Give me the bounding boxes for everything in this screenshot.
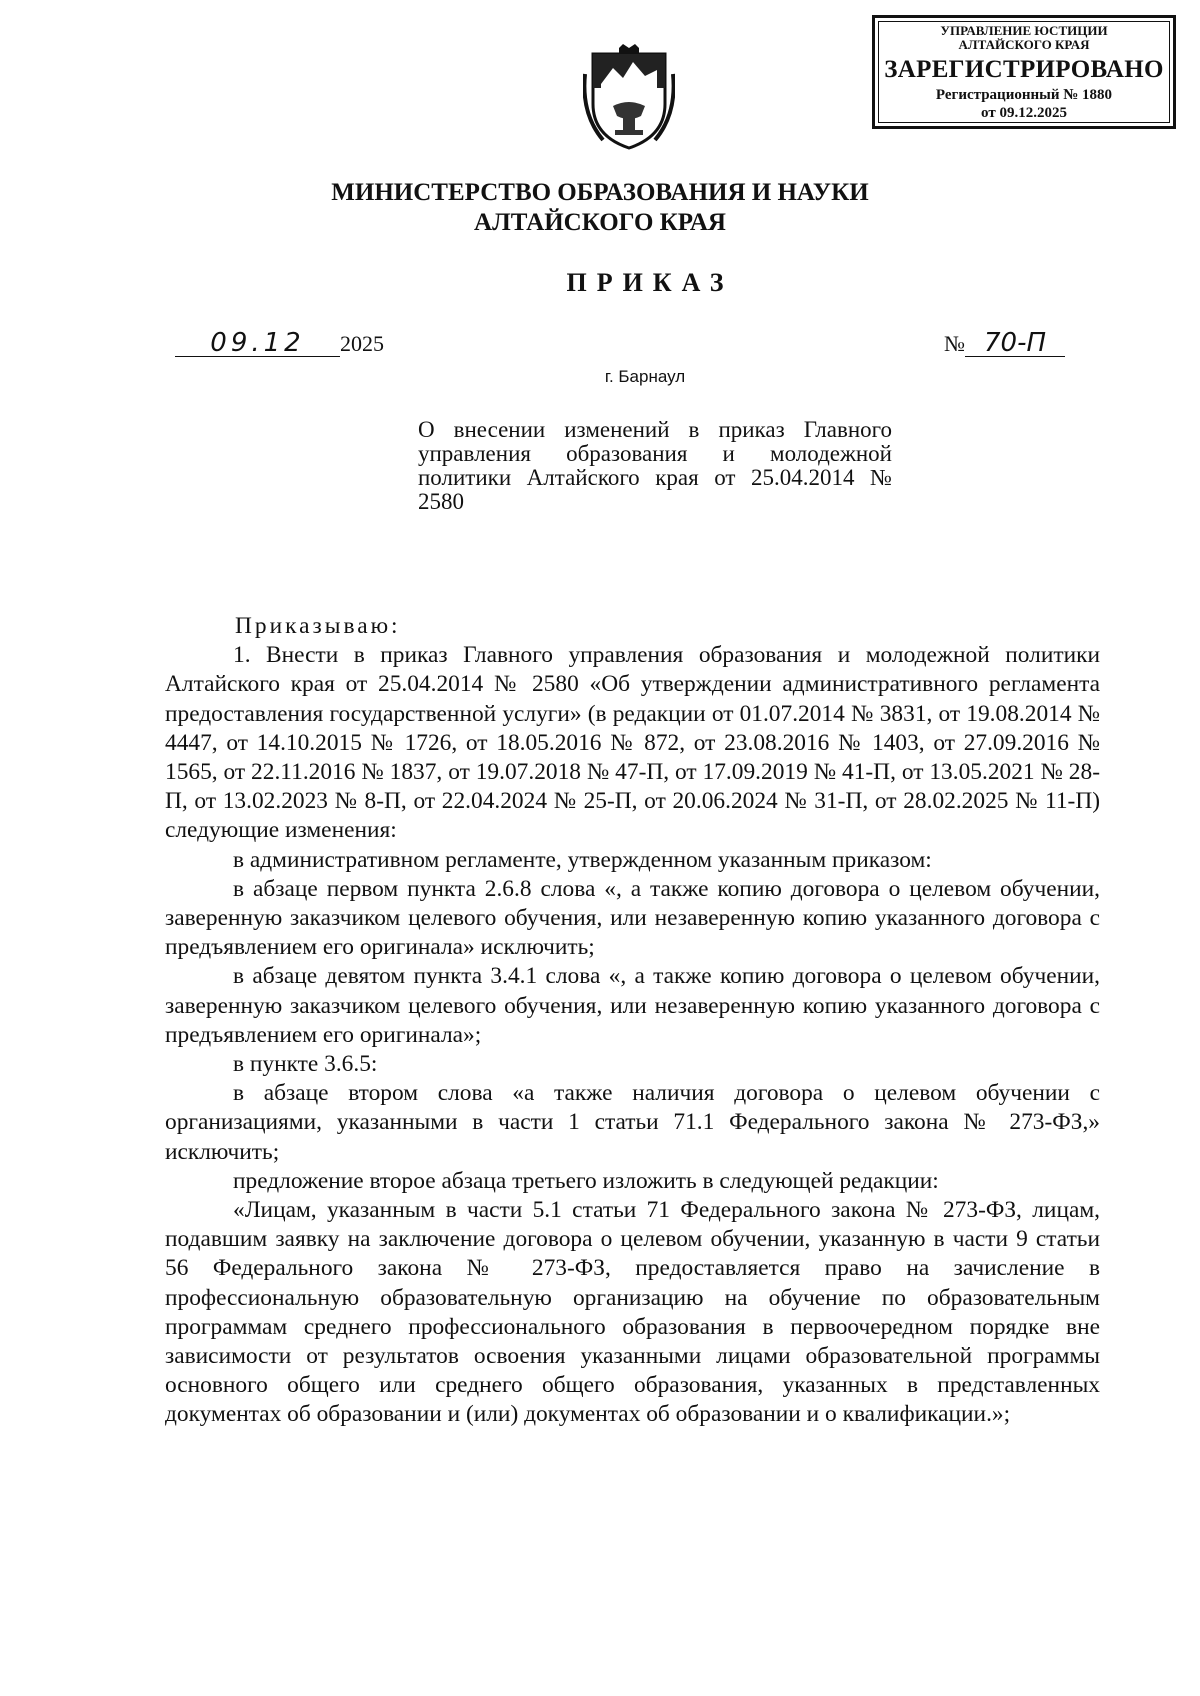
paragraph: в абзаце первом пункта 2.6.8 слова «, а также копию договора о целевом обучении, заверенную заказчиком целевого обучения, или незаверенную копию указанного договора с предъявлением его оригинала» исключить; xyxy=(165,875,1100,961)
paragraph: в пункте 3.6.5: xyxy=(233,1051,378,1078)
paragraph: «Лицам, указанным в части 5.1 статьи 71 Федерального закона № 273-ФЗ, лицам, подавшим заявку на заключение договора о целевом обучении, указанную в части 9 статьи 56 Федерального закона № 273-ФЗ, предоставляется право на зачисление в профессиональную образовательную организацию на обучение по образовательным программам среднего профессионального образования в первоочередном порядке вне зависимости от результатов освоения указанными лицами образовательной программы основного общего или среднего общего образования, указанных в представленных документах об образовании и (или) документах об образовании и о квалификации.»; xyxy=(165,1197,1100,1428)
city: г. Барнаул xyxy=(604,367,686,386)
order-title: ПРИКАЗ xyxy=(566,268,734,297)
order-year: 2025 xyxy=(340,331,384,356)
paragraph: в абзаце втором слова «а также наличия договора о целевом обучении с организациями, указанными в части 1 статьи 71.1 Федерального закона № 273-ФЗ,» исключить; xyxy=(165,1080,1100,1165)
paragraph: 1. Внести в приказ Главного управления образования и молодежной политики Алтайского края от 25.04.2014 № 2580 «Об утверждении административного регламента предоставления государственной услуги» (в редакции от 01.07.2014 № 3831, от 19.08.2014 № 4447, от 14.10.2015 № 1726, от 18.05.2016 № 872, от 23.08.2016 № 1403, от 27.09.2016 № 1565, от 22.11.2016 № 1837, от 19.07.2018 № 47-П, от 17.09.2019 № 41-П, от 13.05.2021 № 28-П, от 13.02.2023 № 8-П, от 22.04.2024 № 25-П, от 20.06.2024 № 31-П, от 28.02.2025 № 11-П) следующие изменения: xyxy=(165,642,1100,844)
ministry-name xyxy=(0,178,1200,238)
order-directive: Приказываю: xyxy=(235,613,401,639)
paragraph: предложение второе абзаца третьего изложить в следующей редакции: xyxy=(233,1167,939,1194)
registration-stamp xyxy=(872,15,1176,129)
order-body xyxy=(165,612,1100,1430)
number-sign: № xyxy=(944,331,965,356)
order-date-handwritten: 09.12 xyxy=(175,330,340,357)
order-subject: О внесении изменений в приказ Главного управления образования и молодежной политики Алтайского края от 25.04.2014 № 2580 xyxy=(418,417,892,514)
order-number xyxy=(944,330,1065,357)
paragraph: в абзаце девятом пункта 3.4.1 слова «, а также копию договора о целевом обучении, заверенную заказчиком целевого обучения, или незаверенную копию указанного договора с предъявлением его оригинала»; xyxy=(165,963,1100,1048)
stamp-registration-number: Регистрационный № 1880 xyxy=(935,87,1113,103)
stamp-registration-date: от 09.12.2025 xyxy=(981,105,1067,121)
order-number-handwritten: 70-П xyxy=(965,330,1065,357)
ministry-name-line1: МИНИСТЕРСТВО ОБРАЗОВАНИЯ И НАУКИ xyxy=(331,179,869,206)
stamp-authority-line2: АЛТАЙСКОГО КРАЯ xyxy=(958,37,1090,52)
paragraph: в административном регламенте, утвержденном указанным приказом: xyxy=(233,846,932,873)
ministry-name-line2: АЛТАЙСКОГО КРАЯ xyxy=(474,209,726,236)
coat-of-arms-icon xyxy=(583,44,675,152)
stamp-registered: ЗАРЕГИСТРИРОВАНО xyxy=(884,56,1164,83)
stamp-authority-line1: УПРАВЛЕНИЕ ЮСТИЦИИ xyxy=(940,23,1108,38)
order-date xyxy=(175,330,384,357)
